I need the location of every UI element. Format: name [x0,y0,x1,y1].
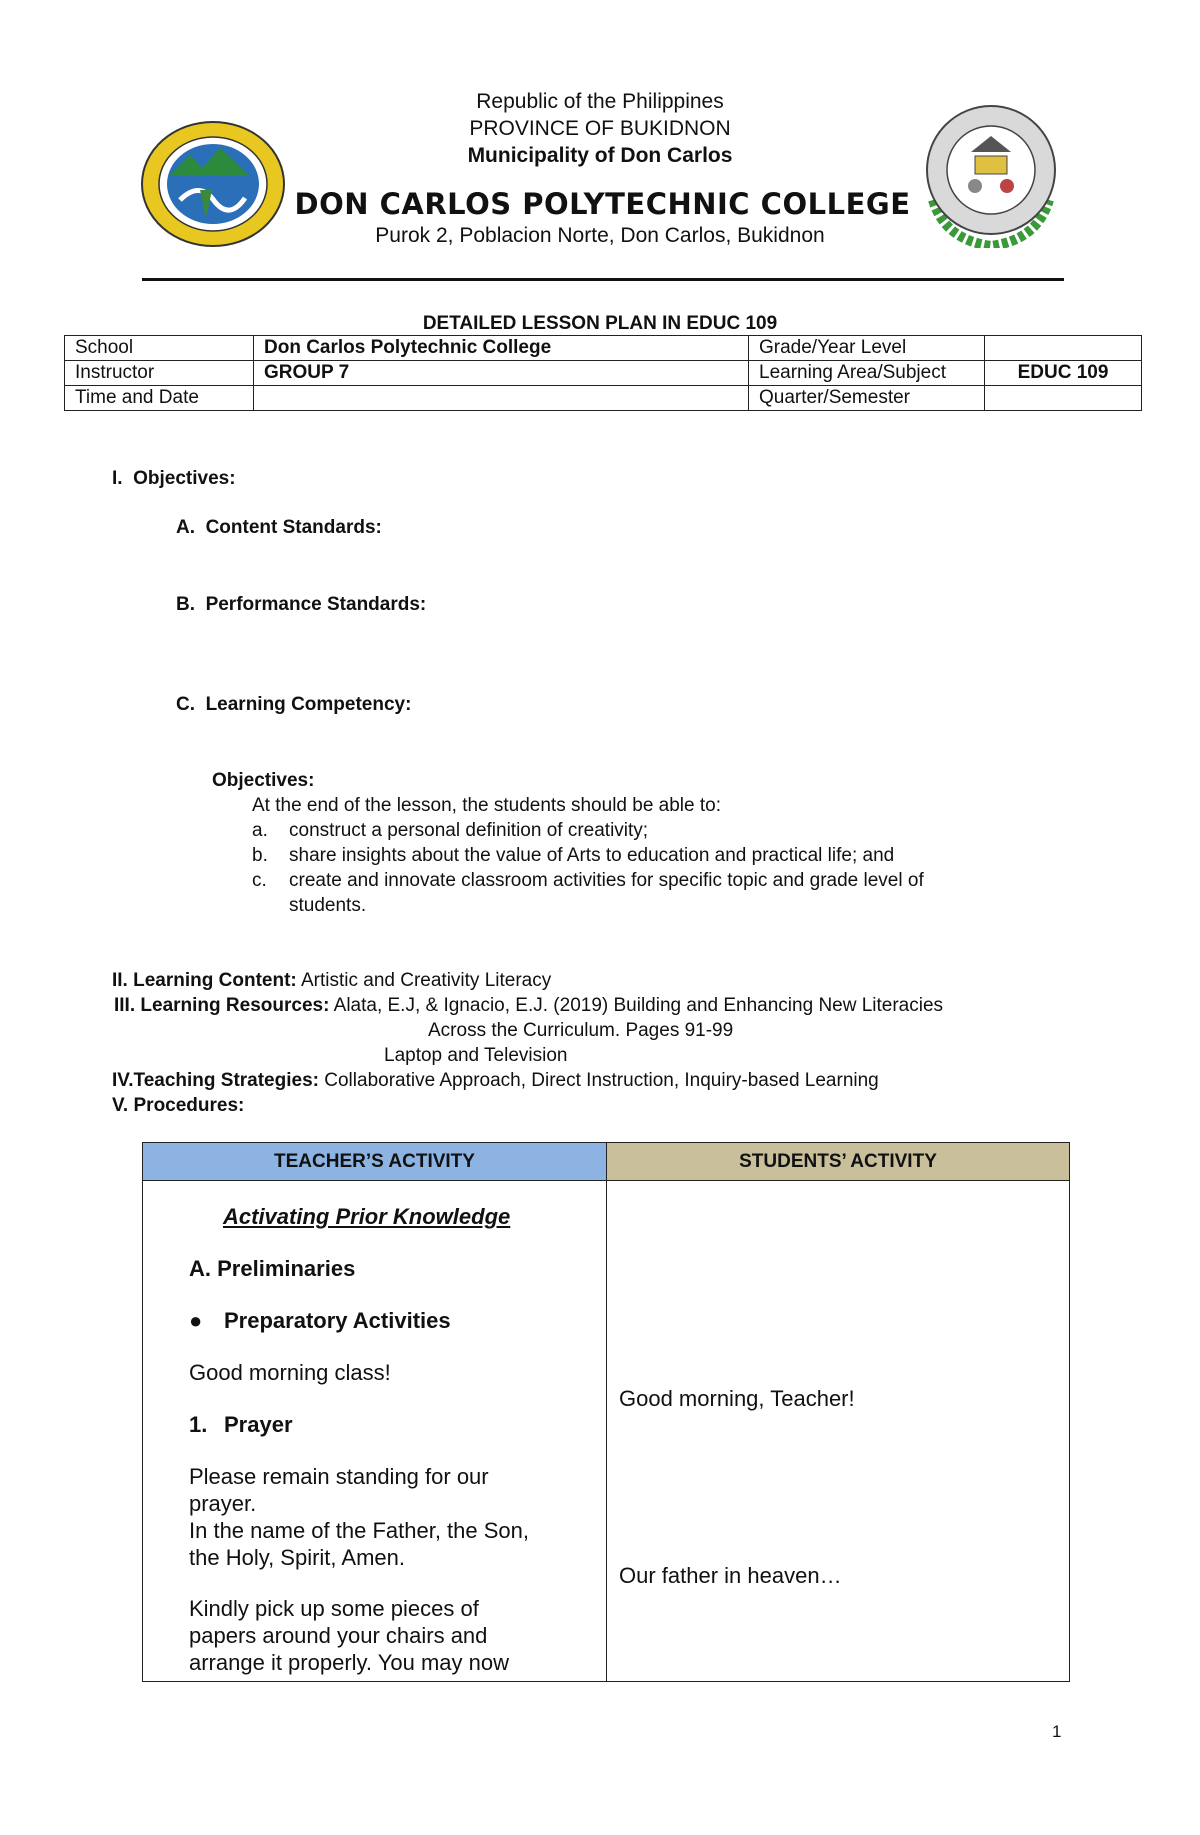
objective-item-c: c. create and innovate classroom activities for specific topic and grade level of [252,870,924,891]
kindly-line-3: arrange it properly. You may now [189,1650,509,1675]
learning-resources-cont: Across the Curriculum. Pages 91-99 [428,1020,734,1041]
kindly-line-1: Kindly pick up some pieces of [189,1596,479,1621]
prayer-line-4: the Holy, Spirit, Amen. [189,1545,406,1570]
instructor-value: GROUP 7 [254,361,749,386]
instructor-label: Instructor [65,361,254,386]
province-line: PROVINCE OF BUKIDNON [469,117,731,140]
municipality-seal-logo [140,120,286,248]
procedures-heading: V. Procedures: [112,1095,245,1116]
objective-item-a: a. construct a personal definition of creativity; [252,820,649,841]
quarter-value [985,386,1142,411]
content-standards-heading: A. Content Standards: [176,517,382,538]
kindly-line-2: papers around your chairs and [189,1623,488,1648]
time-value [254,386,749,411]
learning-resources: III. Learning Resources: Alata, E.J, & Ignacio, E.J. (2019) Building and Enhancing New Literacies [114,995,944,1016]
college-seal-logo [915,100,1067,248]
subject-value: EDUC 109 [985,361,1142,386]
teacher-activity-header: TEACHER’S ACTIVITY [143,1143,607,1181]
objective-item-c-cont: students. [289,895,367,916]
learning-resources-materials: Laptop and Television [384,1045,568,1066]
info-row-time [65,386,1142,411]
student-greeting: Good morning, Teacher! [619,1386,855,1411]
teaching-strategies: IV.Teaching Strategies: Collaborative Approach, Direct Instruction, Inquiry-based Learning [112,1070,879,1091]
grade-value [985,336,1142,361]
subject-label: Learning Area/Subject [749,361,985,386]
college-address: Purok 2, Poblacion Norte, Don Carlos, Bukidnon [375,224,825,247]
quarter-label: Quarter/Semester [749,386,985,411]
procedures-table [142,1142,1070,1682]
info-table [64,335,1142,411]
objectives-subheading: Objectives: [212,770,315,791]
prayer-heading: 1. Prayer [189,1412,293,1437]
student-activity-header: STUDENTS’ ACTIVITY [607,1143,1070,1181]
objective-item-b: b. share insights about the value of Arts to education and practical life; and [252,845,895,866]
learning-competency-heading: C. Learning Competency: [176,694,412,715]
header-rule [142,278,1064,281]
prayer-line-2: prayer. [189,1491,257,1516]
objectives-intro: At the end of the lesson, the students should be able to: [252,795,721,816]
teacher-greeting: Good morning class! [189,1360,391,1385]
prayer-line-1: Please remain standing for our [189,1464,489,1489]
school-label: School [65,336,254,361]
college-name: DON CARLOS POLYTECHNIC COLLEGE [294,187,911,221]
preliminaries-heading: A. Preliminaries [189,1256,356,1281]
page-number: 1 [1052,1722,1062,1741]
activating-prior-knowledge: Activating Prior Knowledge [223,1204,511,1229]
info-row-instructor [65,361,1142,386]
preparatory-activities: ● Preparatory Activities [189,1308,451,1333]
republic-line: Republic of the Philippines [476,90,724,113]
info-row-school [65,336,1142,361]
teacher-activity-cell [143,1181,607,1682]
objectives-heading: I. Objectives: [112,468,236,489]
municipality-line: Municipality of Don Carlos [467,144,733,167]
doc-title: DETAILED LESSON PLAN IN EDUC 109 [422,313,778,334]
performance-standards-heading: B. Performance Standards: [176,594,427,615]
student-prayer: Our father in heaven… [619,1563,842,1588]
time-label: Time and Date [65,386,254,411]
prayer-line-3: In the name of the Father, the Son, [189,1518,530,1543]
learning-content: II. Learning Content: Artistic and Creativity Literacy [112,970,552,991]
student-activity-cell [607,1181,1070,1682]
school-value: Don Carlos Polytechnic College [254,336,749,361]
grade-label: Grade/Year Level [749,336,985,361]
